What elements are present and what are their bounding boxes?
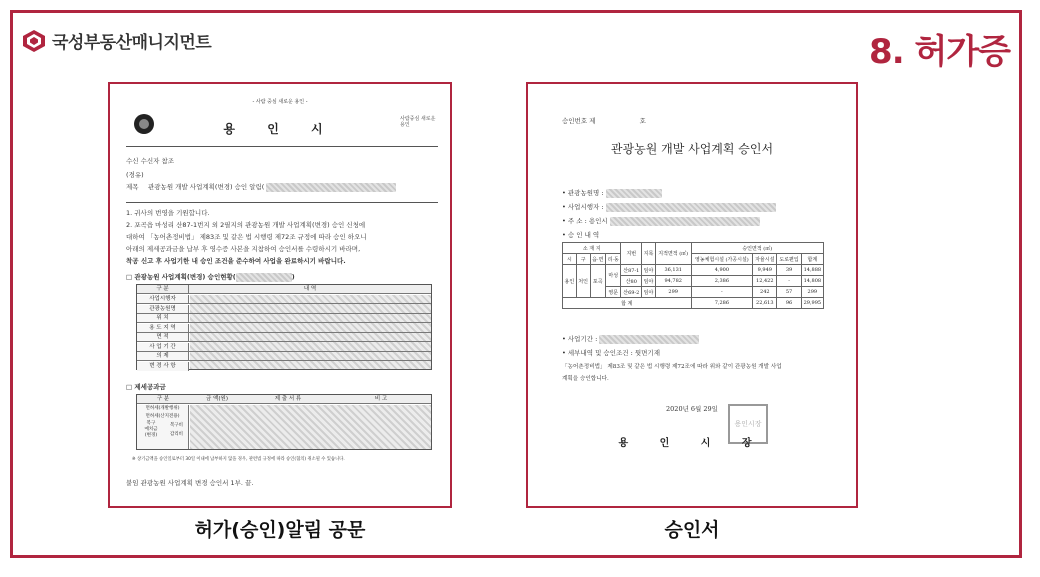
attachment-line: 붙임 관광농원 사업계획 변경 승인서 1부. 끝. (126, 479, 254, 487)
table-cell: 산69-2 (621, 287, 642, 298)
table-cell: 29,995 (801, 298, 823, 309)
subject (148, 182, 396, 192)
table-cell: 감리비 (169, 432, 184, 437)
redacted-content (190, 405, 431, 449)
table-cell: 12,422 (753, 276, 777, 287)
paragraph: 1. 귀사의 번영을 기원합니다. (126, 209, 210, 217)
table-cell-group-right (165, 421, 188, 439)
issue-date: 2020년 6월 29일 (666, 405, 718, 413)
business-period (562, 334, 699, 344)
table-row (563, 265, 824, 276)
approval-table (562, 242, 824, 309)
table-cell-group (137, 421, 188, 439)
table-header-cell: 읍·면 (590, 254, 605, 265)
doc-issuer-title: 용 인 시 (223, 122, 337, 136)
subject-label: 제목 (126, 183, 139, 191)
item-operator (562, 202, 776, 212)
table-cell: 임야 (642, 265, 656, 276)
page-title: 8. 허가증 (869, 32, 1010, 72)
table-header (137, 395, 431, 404)
table-header-cell: 금 액(원) (206, 396, 228, 402)
item-label: • 주 소 : 용인시 (562, 217, 608, 225)
fees-note: ※ 상기금액을 승인일로부터 30일 이내에 납부하지 않을 경우, 관련법 규정에 따라 승인(협의) 취소될 수 있습니다. (132, 457, 345, 462)
notice-document (108, 82, 452, 508)
divider (126, 146, 438, 147)
table-cell: 94,782 (655, 276, 691, 287)
table-header-cell: 내 역 (303, 286, 317, 292)
table-cell: 4,900 (691, 265, 753, 276)
table-header-cell: 제 출 서 류 (274, 396, 302, 402)
table-total-row (563, 298, 824, 309)
table-cell: 9,949 (753, 265, 777, 276)
conditions: • 세부내역 및 승인조건 : 뒷면기재 (562, 349, 660, 357)
table-cell: 임야 (642, 276, 656, 287)
table-cell: 7,286 (691, 298, 753, 309)
table-cell: 242 (753, 287, 777, 298)
table-cell: 복구비 (169, 423, 184, 428)
item-approval-details: • 승 인 내 역 (562, 231, 600, 239)
divider (126, 202, 438, 203)
official-seal-icon: 용인시장 (728, 404, 768, 444)
company-logo-icon (22, 29, 46, 53)
table-cell-group-left (137, 421, 165, 439)
certificate-number-label: 승인번호 제 (562, 117, 596, 125)
table-cell: 39 (777, 265, 801, 276)
fees-labels (137, 405, 189, 449)
table-cell: 영문 (605, 287, 620, 298)
approval-certificate (526, 82, 858, 508)
redacted (599, 335, 699, 344)
certificate-title: 관광농원 개발 사업계획 승인서 (610, 142, 774, 156)
body-text: 계획을 승인합니다. (562, 376, 609, 382)
table-cell: 예치금 (144, 427, 158, 432)
table-row (137, 305, 431, 314)
table-cell: 96 (777, 298, 801, 309)
table-cell: 관광농원명 (137, 305, 189, 313)
item-label: • 관광농원명 : (562, 189, 604, 197)
table-row (137, 362, 431, 371)
table-header-cell: 구 (576, 254, 590, 265)
table-header-cell: 지적면적 (㎡) (655, 243, 691, 265)
recipient: 수신 수신자 참조 (126, 157, 175, 165)
table-cell: 299 (801, 287, 823, 298)
subject-text: 관광농원 개발 사업계획(변경) 승인 알림( (148, 183, 265, 191)
table-row (137, 333, 431, 342)
redacted (606, 189, 662, 198)
table-header-cell: 소 재 지 (563, 243, 621, 254)
table-header (137, 285, 431, 294)
table-row (137, 343, 431, 352)
table-header-cell: 지목 (642, 243, 656, 265)
doc-brand: 사람중심 새로운 용인 (400, 116, 436, 128)
table-subheader (563, 254, 824, 265)
table-header (563, 243, 824, 254)
redacted (266, 183, 396, 192)
table-cell: (변경) (144, 433, 158, 438)
table-cell: 산80 (621, 276, 642, 287)
certificate-number-suffix: 호 (639, 117, 646, 125)
table-row (137, 314, 431, 323)
table-cell: 용 도 지 역 (137, 324, 189, 332)
table-row (137, 352, 431, 361)
table-header-cell: 시 (563, 254, 577, 265)
table-header-cell: 지번 (621, 243, 642, 265)
doc-slogan: - 사람 중심 새로운 용인 - (252, 99, 308, 105)
caption-notice: 허가(승인)알림 공문 (194, 519, 366, 541)
section-fees: □ 제세공과금 (126, 383, 166, 391)
via: (경유) (126, 171, 144, 179)
certificate-number (562, 116, 646, 125)
section-approval-text: □ 관광농원 사업계획(변경) 승인현황( (126, 273, 236, 281)
table-cell: 14,888 (801, 265, 823, 276)
table-cell: 의 제 (137, 352, 189, 360)
table-cell: 합 계 (563, 298, 692, 309)
paragraph: 착공 신고 후 사업기한 내 승인 조건을 준수하여 사업을 완료하시기 바랍니다. (126, 257, 346, 265)
table-header-cell: 비 고 (374, 396, 388, 402)
paragraph: 아래의 제세공과금을 납부 후 영수증 사본을 지참하여 승인서를 수령하시기 바라며, (126, 245, 361, 253)
redacted (236, 273, 292, 282)
table-cell: 299 (655, 287, 691, 298)
table-cell: 산87-1 (621, 265, 642, 276)
table-cell: - (691, 287, 753, 298)
company-logo (22, 28, 211, 53)
fees-table (136, 394, 432, 450)
paragraph: 2. 포곡읍 마성리 산87-1번지 외 2필지의 관광농원 개발 사업계획(변경) 승인 신청에 (126, 221, 366, 229)
table-cell: 위 치 (137, 314, 189, 322)
table-cell: 22,613 (753, 298, 777, 309)
table-cell: 사업시행자 (137, 295, 189, 303)
table-cell: 2,386 (691, 276, 753, 287)
paragraph: 대하여 「농어촌정비법」 제83조 및 같은 법 시행령 제72조 규정에 따라 승인 하오니 (126, 233, 367, 241)
table-cell: 면 적 (137, 333, 189, 341)
table-header-cell: 승인면적 (㎡) (691, 243, 823, 254)
table-cell: 임야 (642, 287, 656, 298)
caption-certificate: 승인서 (664, 519, 720, 541)
company-name: 국성부동산매니지먼트 (52, 33, 212, 53)
body-text: 「농어촌정비법」 제83조 및 같은 법 시행령 제72조에 따라 위와 같이 관광농원 개발 사업 (562, 364, 782, 370)
redacted (610, 217, 760, 226)
table-header-cell: 리·동 (605, 254, 620, 265)
redacted (606, 203, 776, 212)
table-cell: 면허세(산지전용) (145, 414, 180, 419)
table-cell: 36,131 (655, 265, 691, 276)
signer: 용 인 시 장 (618, 438, 766, 449)
table-cell: 마성 (605, 265, 620, 287)
table-header-cell: 구 분 (137, 285, 189, 293)
table-cell: 포곡 (590, 265, 605, 298)
table-cell: 사 업 기 간 (137, 343, 189, 351)
table-cell: 처인 (576, 265, 590, 298)
table-cell: 14,808 (801, 276, 823, 287)
item-address (562, 216, 760, 226)
table-cell: 용인 (563, 265, 577, 298)
table-header-cell: 자율시설 (753, 254, 777, 265)
period-label: • 사업기간 : (562, 335, 598, 343)
table-cell: 57 (777, 287, 801, 298)
section-approval: □ 관광농원 사업계획(변경) 승인현황( ) (126, 273, 295, 281)
table-header-cell: 영농체험시설 (가공시설) (691, 254, 753, 265)
table-cell: 복구 (146, 421, 156, 426)
table-header-cell: 도로편입 (777, 254, 801, 265)
approval-table (136, 284, 432, 370)
table-row (137, 295, 431, 304)
table-row (137, 324, 431, 333)
table-header-cell: 합계 (801, 254, 823, 265)
item-label: • 사업시행자 : (562, 203, 604, 211)
table-cell: 변 경 사 항 (137, 362, 189, 371)
item-farm-name (562, 188, 662, 198)
table-header-cell: 구 분 (156, 396, 170, 402)
table-cell: 면허세(개발행위) (145, 406, 180, 411)
table-cell: - (777, 276, 801, 287)
